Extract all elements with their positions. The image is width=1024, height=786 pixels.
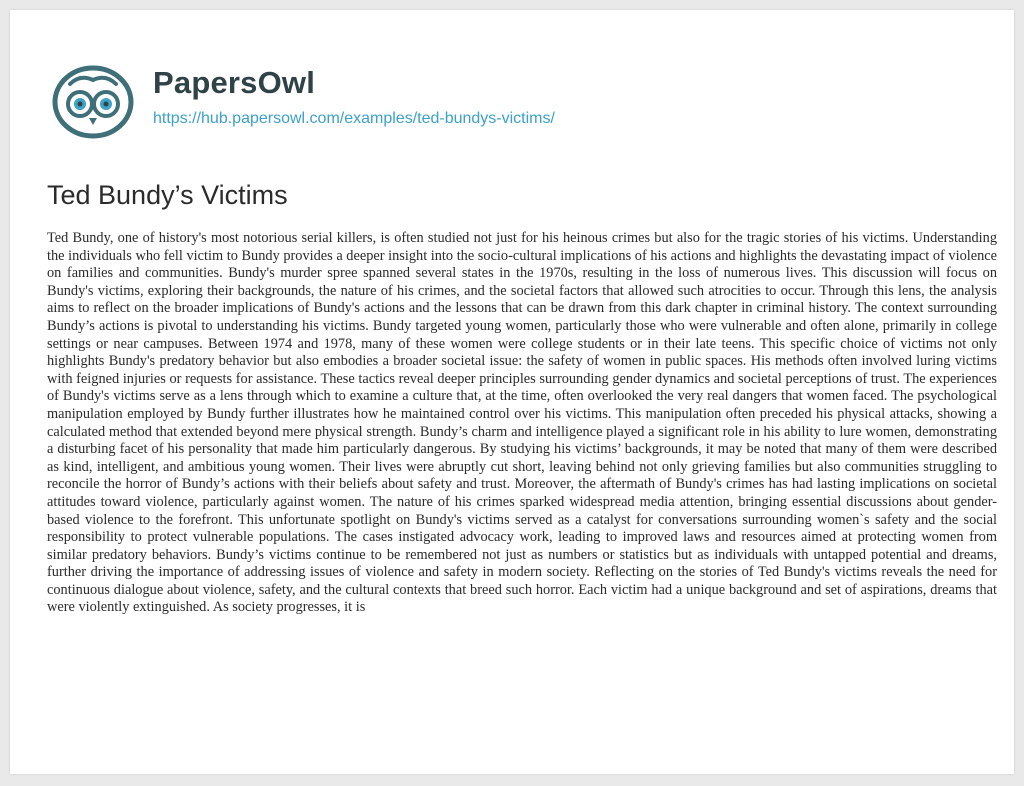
document-title: Ted Bundy’s Victims xyxy=(47,180,288,210)
essay-body: Ted Bundy, one of history's most notorious serial killers, is often studied not just for his heinous crimes but also for the tragic stories of his victims. Understanding the individuals who fell victim to Bundy provides a deeper insight into the socio-cultural implications of his actions and highlights the devastating impact of violence on families and communities. Bundy's murder spree spanned several states in the 1970s, resulting in the loss of numerous lives. This discussion will focus on Bundy's victims, exploring their backgrounds, the nature of his crimes, and the societal factors that allowed such atrocities to occur. Through this lens, the analysis aims to reflect on the broader implications of Bundy's actions and the lessons that can be drawn from this dark chapter in criminal history. The context surrounding Bundy’s actions is pivotal to understanding his victims. Bundy targeted young women, particularly those who were vulnerable and often alone, primarily in college settings or near campuses. Between 1974 and 1978, many of these women were college students or in their late teens. This specific choice of victims not only highlights Bundy's predatory behavior but also embodies a broader societal issue: the safety of women in public spaces. His methods often involved luring victims with feigned injuries or requests for assistance. These tactics reveal deeper principles surrounding gender dynamics and societal perceptions of trust. The experiences of Bundy's victims serve as a lens through which to examine a culture that, at the time, often overlooked the very real dangers that women faced. The psychological manipulation employed by Bundy further illustrates how he maintained control over his victims. This manipulation often preceded his physical attacks, showing a calculated method that extended beyond mere physical strength. Bundy’s charm and intelligence played a significant role in his ability to lure women, demonstrating a disturbing facet of his personality that made him particularly dangerous. By studying his victims’ backgrounds, it may be noted that many of them were described as kind, intelligent, and ambitious young women. Their lives were abruptly cut short, leaving behind not only grieving families but also communities struggling to reconcile the horror of Bundy’s actions with their beliefs about safety and trust. Moreover, the aftermath of Bundy's crimes has had lasting implications on societal attitudes toward violence, particularly against women. The nature of his crimes sparked widespread media attention, bringing essential discussions about gender-based violence to the forefront. This unfortunate spotlight on Bundy's victims served as a catalyst for conversations surrounding women`s safety and the social responsibility to protect vulnerable populations. The cases instigated advocacy work, leading to improved laws and resources aimed at protecting women from similar predatory behaviors. Bundy’s victims continue to be remembered not just as numbers or statistics but as individuals with untapped potential and dreams, further driving the importance of addressing issues of violence and safety in modern society. Reflecting on the stories of Ted Bundy's victims reveals the need for continuous dialogue about violence, safety, and the cultural contexts that breed such horror. Each victim had a unique background and set of aspirations, dreams that were violently extinguished. As society progresses, it is xyxy=(47,230,997,616)
owl-logo-icon xyxy=(50,62,136,142)
brand-name: PapersOwl xyxy=(153,65,316,100)
document-page xyxy=(10,10,1014,774)
brand-block xyxy=(153,66,753,129)
source-url-link[interactable]: https://hub.papersowl.com/examples/ted-bundys-victims/ xyxy=(153,110,555,127)
